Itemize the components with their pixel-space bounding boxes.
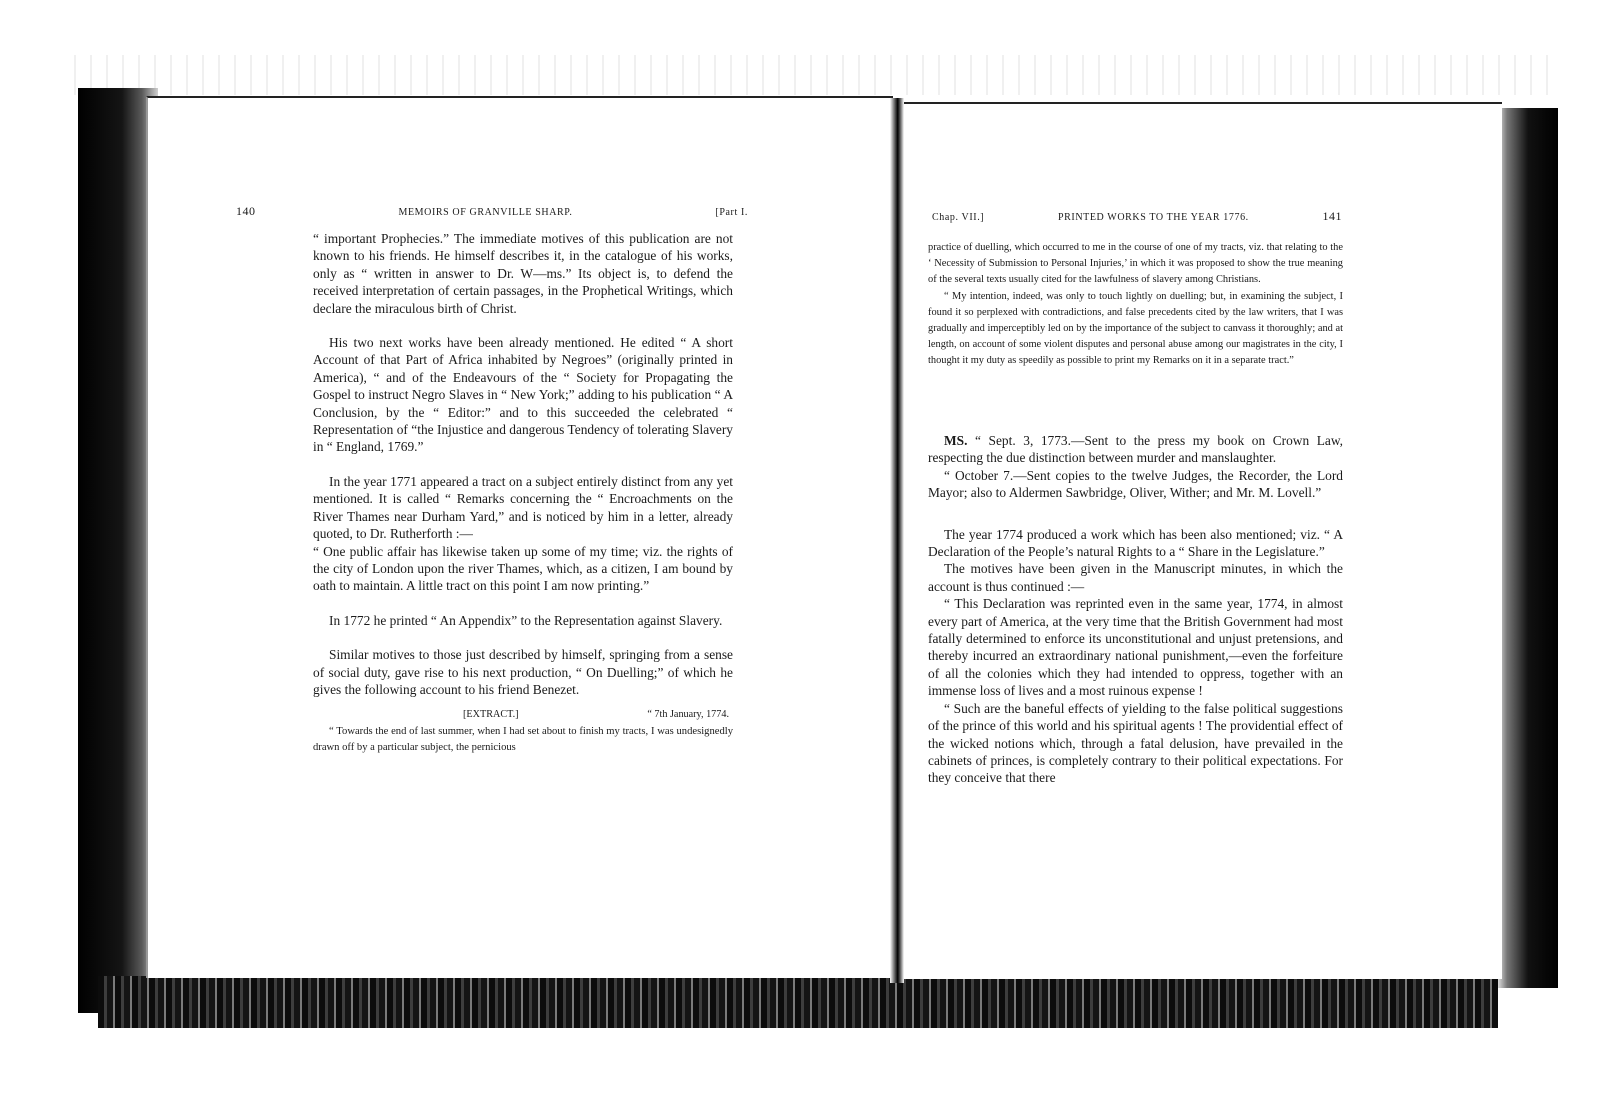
left-page-number: 140: [236, 204, 256, 218]
book-gutter: [890, 98, 904, 983]
left-part-label: [Part I.: [715, 207, 748, 218]
right-small-paragraph-1: practice of duelling, which occurred to me in the course of one of my tracts, viz. that relating to the ‘ Necessity of Submission to Personal Injuries,’ in which it was proposed to show the true meaning of the several texts usually cited for the lawfulness of slavery among Christians.: [928, 242, 1343, 286]
extract-date: “ 7th January, 1774.: [647, 709, 729, 721]
ms-mark: MS.: [944, 433, 968, 448]
left-paragraph-5: In 1772 he printed “ An Appendix” to the Representation against Slavery.: [329, 612, 723, 628]
right-running-head: [932, 209, 1342, 224]
book-cover-bottom-edge: [98, 976, 1498, 1028]
left-paragraph-6: Similar motives to those just described by himself, springing from a sense of social duty, gave rise to his next production, “ On Duelling;” of which he gives the following account to his friend Benezet.: [313, 647, 733, 697]
left-extract-text: “ Towards the end of last summer, when I had set about to finish my tracts, I was undesignedly drawn off by a particular subject, the pernicious: [313, 725, 733, 753]
right-paragraph-2: “ October 7.—Sent copies to the twelve Judges, the Recorder, the Lord Mayor; also to Aldermen Sawbridge, Oliver, Wither; and Mr. M. Lovell.”: [928, 467, 1343, 501]
right-page-body: [928, 432, 1343, 787]
extract-heading: [313, 706, 733, 723]
right-paragraph-1: [928, 432, 1343, 467]
right-chapter-label: Chap. VII.]: [932, 212, 985, 223]
left-paragraph-4: “ One public affair has likewise taken up some of my time; viz. the rights of the city of London upon the river Thames, which, as a citizen, I am bound by oath to maintain. A little tract on this point I am now printing.”: [313, 543, 733, 594]
left-paragraph-1: “ important Prophecies.” The immediate motives of this publication are not known to his friends. He himself describes it, in the catalogue of his works, only as “ written in answer to Dr. W—ms.” Its object is, to defend the received interpretation of certain passages, in the Prophetical Writings, which declare the miraculous birth of Christ.: [313, 231, 733, 316]
left-paragraph-3: In the year 1771 appeared a tract on a subject entirely distinct from any yet mentioned. It is called “ Remarks concerning the “ Encroachments on the River Thames near Durham Yard,” and is noticed by him in a letter, already quoted, to Dr. Rutherforth :—: [313, 473, 733, 542]
extract-label: [EXTRACT.]: [463, 709, 519, 721]
right-page-number: 141: [1322, 209, 1342, 223]
left-page-body: [313, 230, 733, 756]
right-paragraph-5: “ This Declaration was reprinted even in the same year, 1774, in almost every part of America, at the very time that the British Government had most fatally determined to enforce its unconstitutional and unjust pretensions, and thereby incurred an extraordinary national punishment,—even the forfeiture of all the colonies which they had intended to oppress, together with an immense loss of lives and a most ruinous expense !: [928, 596, 1343, 699]
right-paragraph-6: “ Such are the baneful effects of yielding to the false political suggestions of the prince of this world and his spiritual agents ! The providential effect of the wicked notions which, through a fatal delusion, have prevailed in the cabinets of princes, is completely contrary to their political expectations. For they conceive that there: [928, 700, 1343, 786]
right-paragraph-4: The motives have been given in the Manuscript minutes, in which the account is thus continued :—: [928, 561, 1343, 594]
right-small-paragraph-2: “ My intention, indeed, was only to touch lightly on duelling; but, in examining the subject, I found it so perplexed with contradictions, and false precedents cited by the law writers, that I was gradually and imperceptibly led on by the importance of the subject to canvass it thoroughly; and at length, on account of some violent disputes and personal abuse among our magistrates in the city, I thought it my duty as speedily as possible to print my Remarks on it in a separate tract.”: [928, 290, 1343, 367]
right-paragraph-3: The year 1774 produced a work which has been also mentioned; viz. “ A Declaration of the People’s natural Rights to a “ Share in the Legislature.”: [928, 526, 1343, 560]
right-extract-body: [928, 240, 1343, 370]
book-cover-right-edge: [1498, 108, 1558, 988]
left-running-head: [236, 204, 748, 219]
left-running-title: MEMOIRS OF GRANVILLE SHARP.: [398, 207, 573, 218]
left-paragraph-2: His two next works have been already mentioned. He edited “ A short Account of that Part of Africa inhabited by Negroes” (originally printed in America), “ and of the Endeavours of the “ Society for Propagating the Gospel to instruct Negro Slaves in “ New York;” adding to his publication “ A Conclusion, by the “ Editor:” and to this succeeded the celebrated “ Representation of “the Injustice and dangerous Tendency of tolerating Slavery in “ England, 1769.”: [313, 335, 733, 455]
right-running-title: PRINTED WORKS TO THE YEAR 1776.: [1057, 212, 1249, 223]
right-paragraph-1-text: “ Sept. 3, 1773.—Sent to the press my book on Crown Law, respecting the due distinction between murder and manslaughter.: [928, 433, 1343, 466]
